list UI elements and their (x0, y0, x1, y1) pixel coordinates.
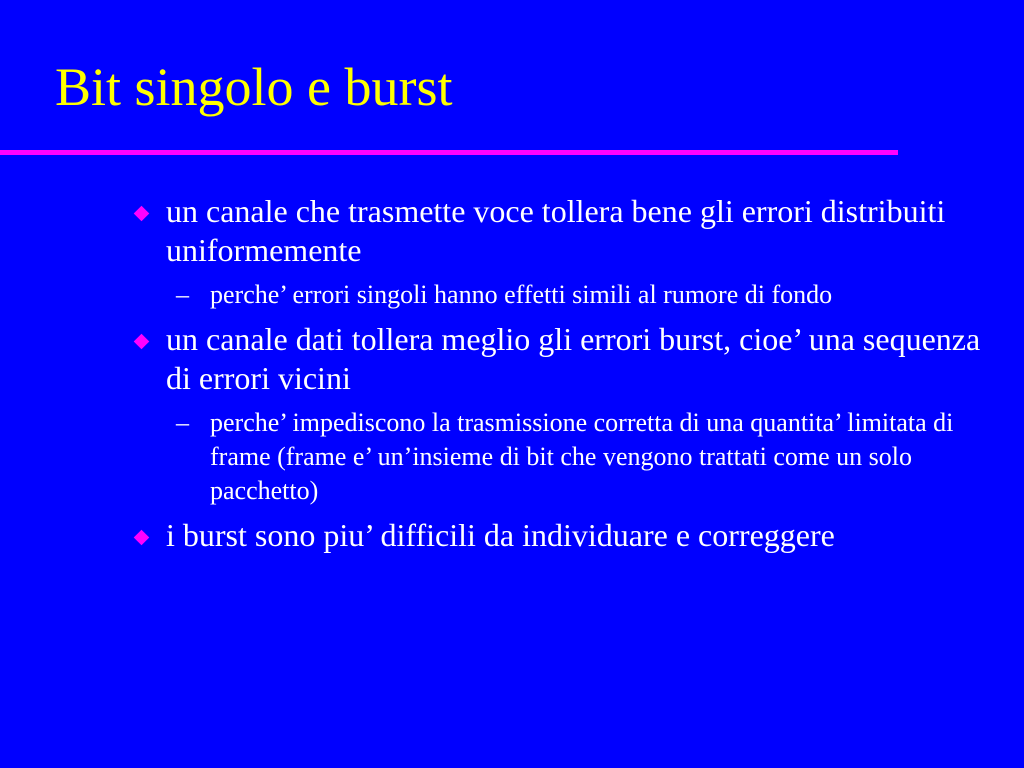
bullet-item (128, 192, 988, 270)
bullet-text: un canale dati tollera meglio gli errori burst, cioe’ una sequenza di errori vicini (166, 321, 981, 396)
bullet-list (128, 192, 988, 563)
bullet-text: i burst sono piu’ difficili da individuare e correggere (166, 517, 835, 553)
sub-bullet-item (128, 278, 988, 312)
dash-bullet-icon: – (176, 408, 189, 437)
bullet-item (128, 320, 988, 398)
title-divider (0, 150, 898, 155)
sub-bullet-text: perche’ impediscono la trasmissione corretta di una quantita’ limitata di frame (frame e’ un’insieme di bit che vengono trattati come un solo pacchetto) (210, 408, 954, 505)
bullet-item (128, 516, 988, 555)
sub-bullet-text: perche’ errori singoli hanno effetti simili al rumore di fondo (210, 280, 833, 309)
sub-bullet-item (128, 406, 988, 508)
slide-title: Bit singolo e burst (55, 57, 453, 117)
diamond-bullet-icon (134, 530, 150, 546)
diamond-bullet-icon (134, 334, 150, 350)
dash-bullet-icon: – (176, 280, 189, 309)
bullet-text: un canale che trasmette voce tollera bene gli errori distribuiti uniformemente (166, 193, 946, 268)
diamond-bullet-icon (134, 206, 150, 222)
